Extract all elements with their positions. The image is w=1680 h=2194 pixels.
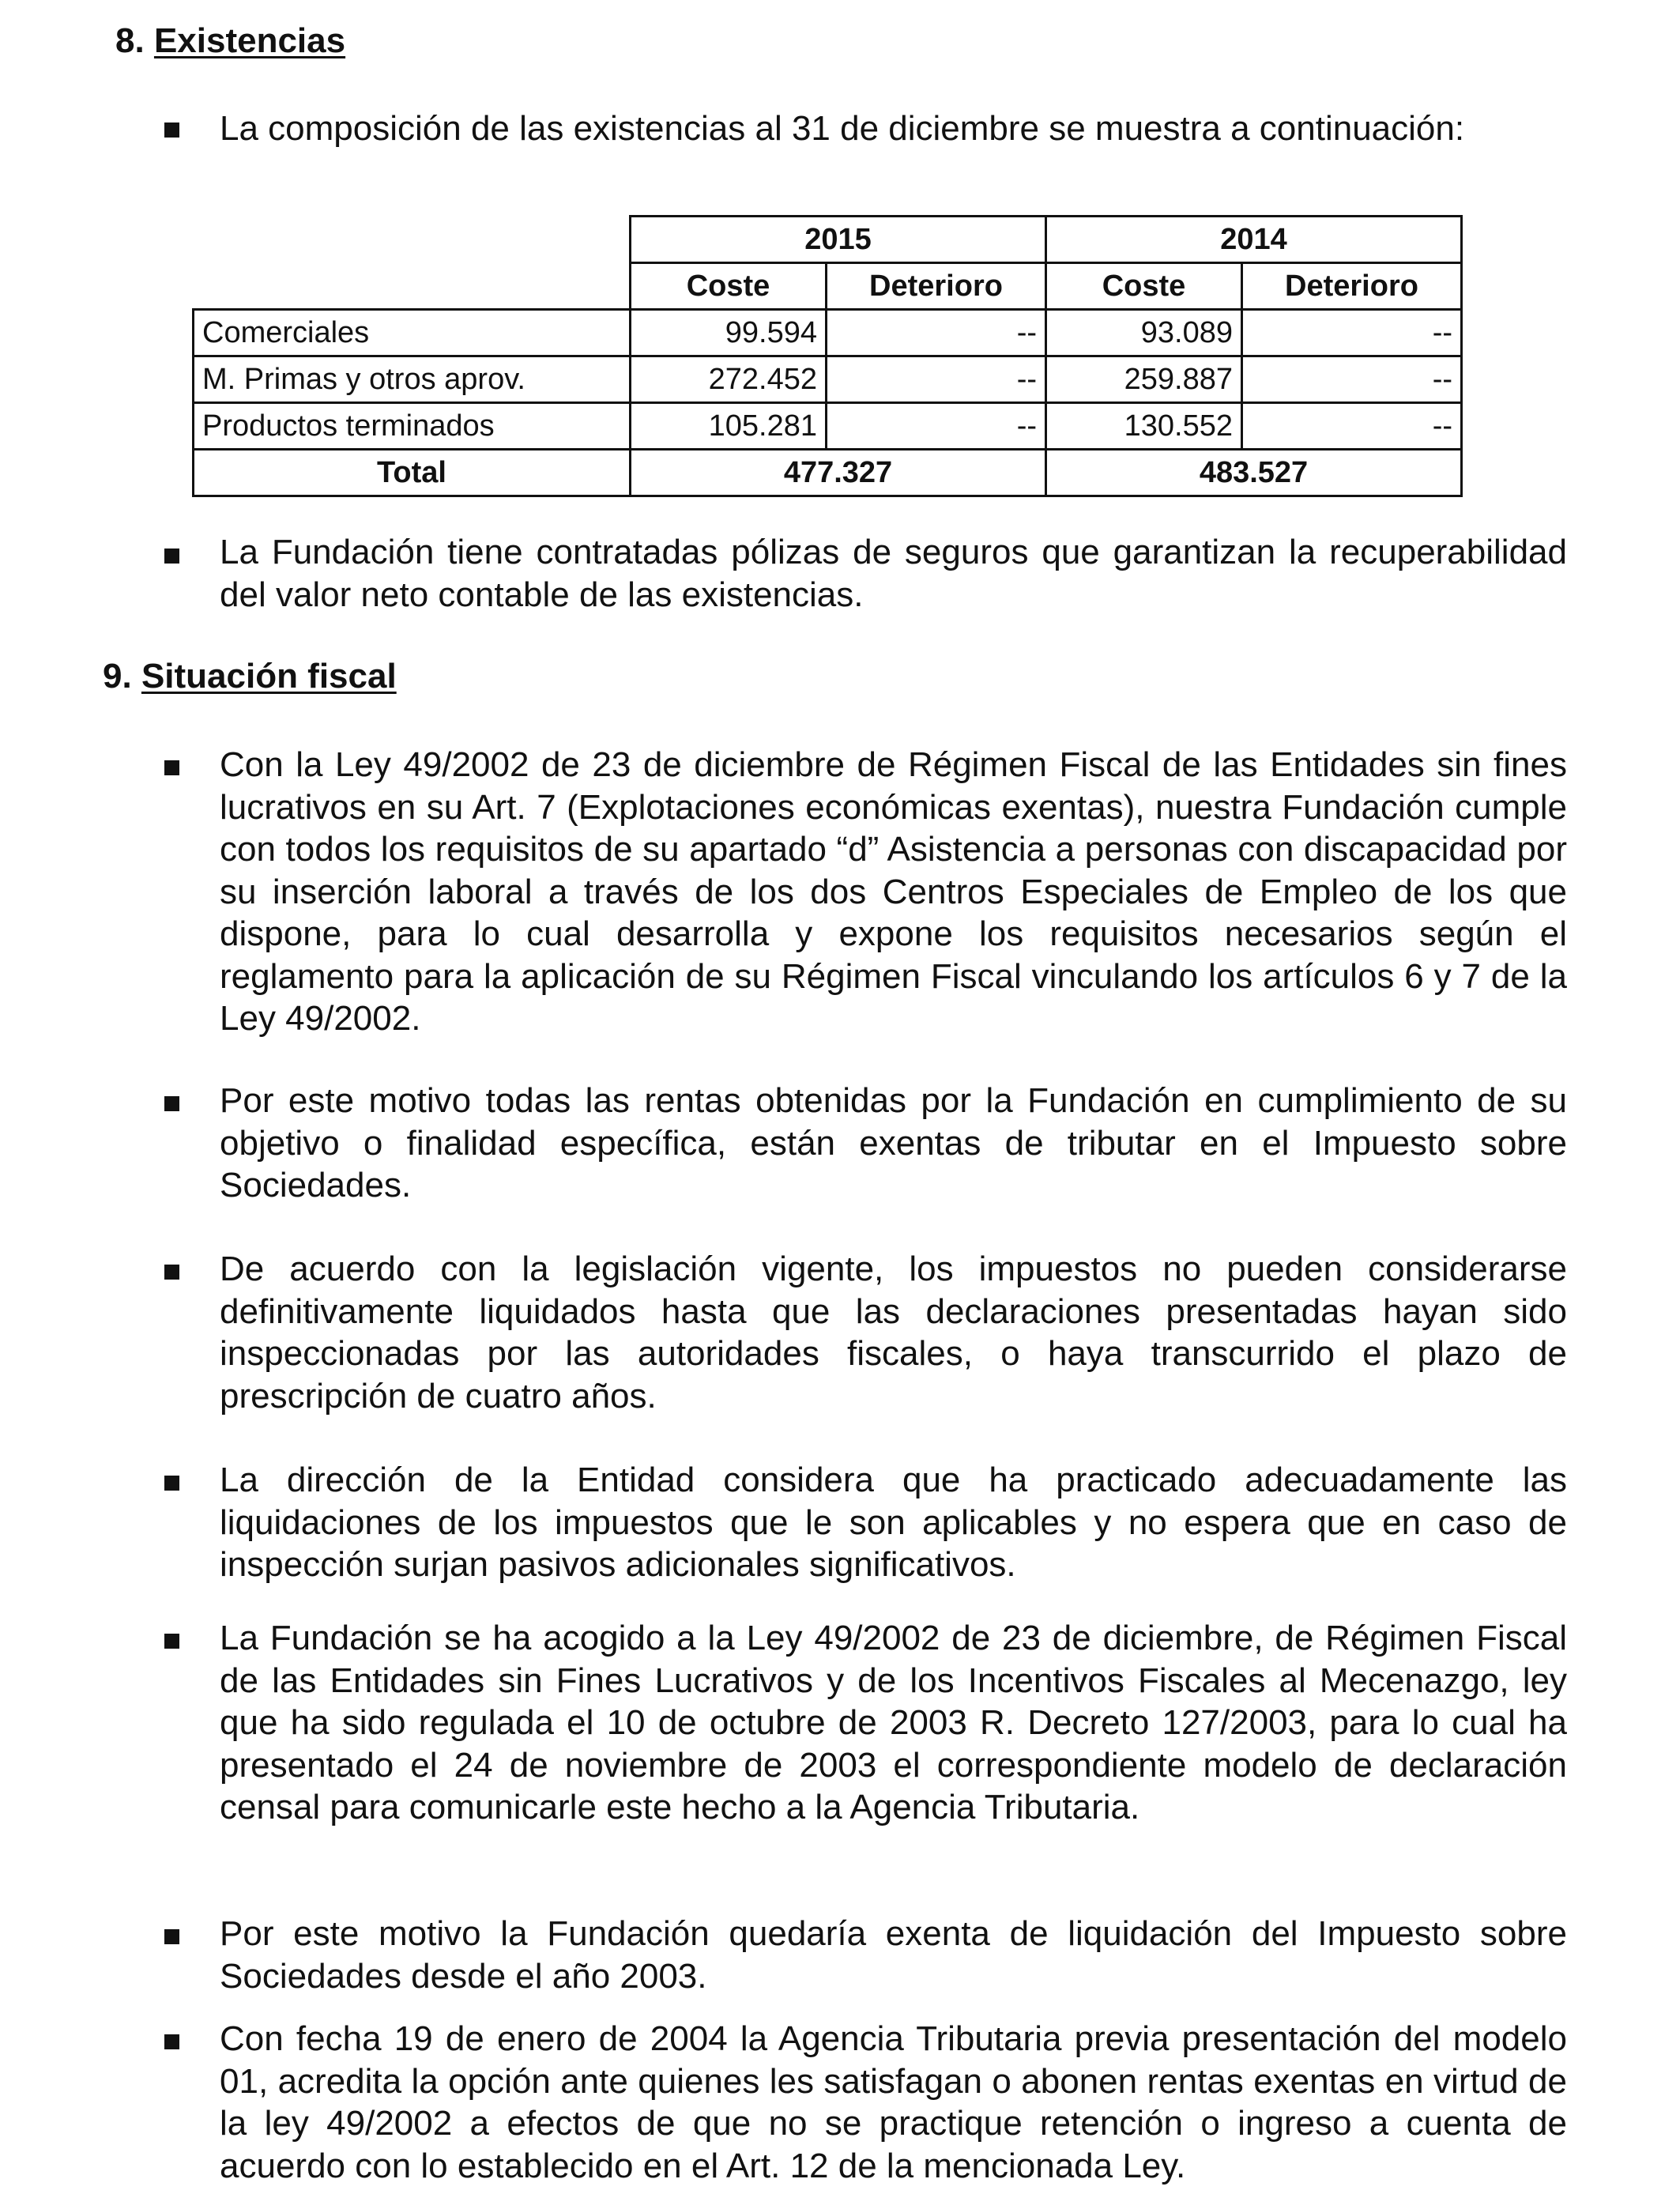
cell-deterioro-2014: -- bbox=[1242, 356, 1462, 403]
section-8-number: 8. bbox=[115, 21, 145, 60]
section-9-paragraph-6: Por este motivo la Fundación quedaría exenta de liquidación del Impuesto sobre Sociedades desde el año 2003. bbox=[220, 1914, 1567, 1996]
section-8-intro: La composición de las existencias al 31 de diciembre se muestra a continuación: bbox=[220, 109, 1465, 148]
table-row bbox=[194, 403, 1462, 450]
cell-deterioro-2015: -- bbox=[827, 356, 1046, 403]
section-8-insurance-paragraph: La Fundación tiene contratadas pólizas de seguros que garantizan la recuperabilidad del valor neto contable de las existencias. bbox=[220, 533, 1567, 614]
total-label: Total bbox=[194, 450, 631, 496]
bullet-icon bbox=[164, 1929, 179, 1944]
table-row bbox=[194, 310, 1462, 356]
bullet-icon bbox=[164, 1265, 179, 1280]
bullet-icon bbox=[164, 548, 179, 564]
cell-coste-2014: 130.552 bbox=[1046, 403, 1242, 450]
cell-coste-2014: 93.089 bbox=[1046, 310, 1242, 356]
cell-deterioro-2015: -- bbox=[827, 403, 1046, 450]
cell-deterioro-2014: -- bbox=[1242, 403, 1462, 450]
cell-deterioro-2014: -- bbox=[1242, 310, 1462, 356]
cell-deterioro-2015: -- bbox=[827, 310, 1046, 356]
section-9-paragraph-3: De acuerdo con la legislación vigente, los impuestos no pueden considerarse definitivamente liquidados hasta que las declaraciones presentadas hayan sido inspeccionadas por las autoridades fiscales, o haya transcurrido el plazo de prescripción de cuatro años. bbox=[220, 1250, 1567, 1416]
cell-coste-2015: 105.281 bbox=[631, 403, 827, 450]
subheader-deterioro-2014: Deterioro bbox=[1242, 263, 1462, 310]
section-9-paragraph-7: Con fecha 19 de enero de 2004 la Agencia Tributaria previa presentación del modelo 01, acredita la opción ante quienes les satisfagan o abonen rentas exentas en virtud de la ley 49/2002 a efectos de que no se practique retención o ingreso a cuenta de acuerdo con lo establecido en el Art. 12 de la mencionada Ley. bbox=[220, 2019, 1567, 2185]
section-9-paragraph-1: Con la Ley 49/2002 de 23 de diciembre de Régimen Fiscal de las Entidades sin fines lucrativos en su Art. 7 (Explotaciones económicas exentas), nuestra Fundación cumple con todos los requisitos de su apartado “d” Asistencia a personas con discapacidad por su inserción laboral a través de los dos Centros Especiales de Empleo de los que dispone, para lo cual desarrolla y expone los requisitos necesarios según el reglamento para la aplicación de su Régimen Fiscal vinculando los artículos 6 y 7 de la Ley 49/2002. bbox=[220, 745, 1567, 1038]
table-row bbox=[194, 356, 1462, 403]
section-9-paragraph-4: La dirección de la Entidad considera que ha practicado adecuadamente las liquidaciones de los impuestos que le son aplicables y no espera que en caso de inspección surjan pasivos adicionales significativos. bbox=[220, 1461, 1567, 1584]
section-9-paragraph-5: La Fundación se ha acogido a la Ley 49/2002 de 23 de diciembre, de Régimen Fiscal de las Entidades sin Fines Lucrativos y de los Incentivos Fiscales al Mecenazgo, ley que ha sido regulada el 10 de octubre de 2003 R. Decreto 127/2003, para lo cual ha presentado el 24 de noviembre de 2003 el correspondiente modelo de declaración censal para comunicarle este hecho a la Agencia Tributaria. bbox=[220, 1619, 1567, 1826]
subheader-deterioro-2015: Deterioro bbox=[827, 263, 1046, 310]
section-9-number: 9. bbox=[103, 657, 132, 696]
subheader-coste-2015: Coste bbox=[631, 263, 827, 310]
table-total-row bbox=[194, 450, 1462, 496]
section-8-title: Existencias bbox=[153, 21, 346, 60]
total-2014: 483.527 bbox=[1046, 450, 1462, 496]
year-header-2014: 2014 bbox=[1046, 217, 1462, 263]
year-header-2015: 2015 bbox=[631, 217, 1046, 263]
row-label: M. Primas y otros aprov. bbox=[194, 356, 631, 403]
section-9-heading bbox=[103, 656, 397, 697]
row-label: Productos terminados bbox=[194, 403, 631, 450]
section-9-title: Situación fiscal bbox=[141, 657, 397, 696]
bullet-icon bbox=[164, 1634, 179, 1649]
bullet-icon bbox=[164, 760, 179, 775]
bullet-icon bbox=[164, 123, 179, 138]
bullet-icon bbox=[164, 2034, 179, 2049]
row-label: Comerciales bbox=[194, 310, 631, 356]
section-9-paragraph-2: Por este motivo todas las rentas obtenidas por la Fundación en cumplimiento de su objetivo o finalidad específica, están exentas de tributar en el Impuesto sobre Sociedades. bbox=[220, 1081, 1567, 1204]
cell-coste-2015: 272.452 bbox=[631, 356, 827, 403]
cell-coste-2014: 259.887 bbox=[1046, 356, 1242, 403]
bullet-icon bbox=[164, 1096, 179, 1111]
cell-coste-2015: 99.594 bbox=[631, 310, 827, 356]
section-8-heading bbox=[115, 21, 345, 62]
inventory-table bbox=[192, 215, 1463, 497]
total-2015: 477.327 bbox=[631, 450, 1046, 496]
bullet-icon bbox=[164, 1476, 179, 1491]
subheader-coste-2014: Coste bbox=[1046, 263, 1242, 310]
